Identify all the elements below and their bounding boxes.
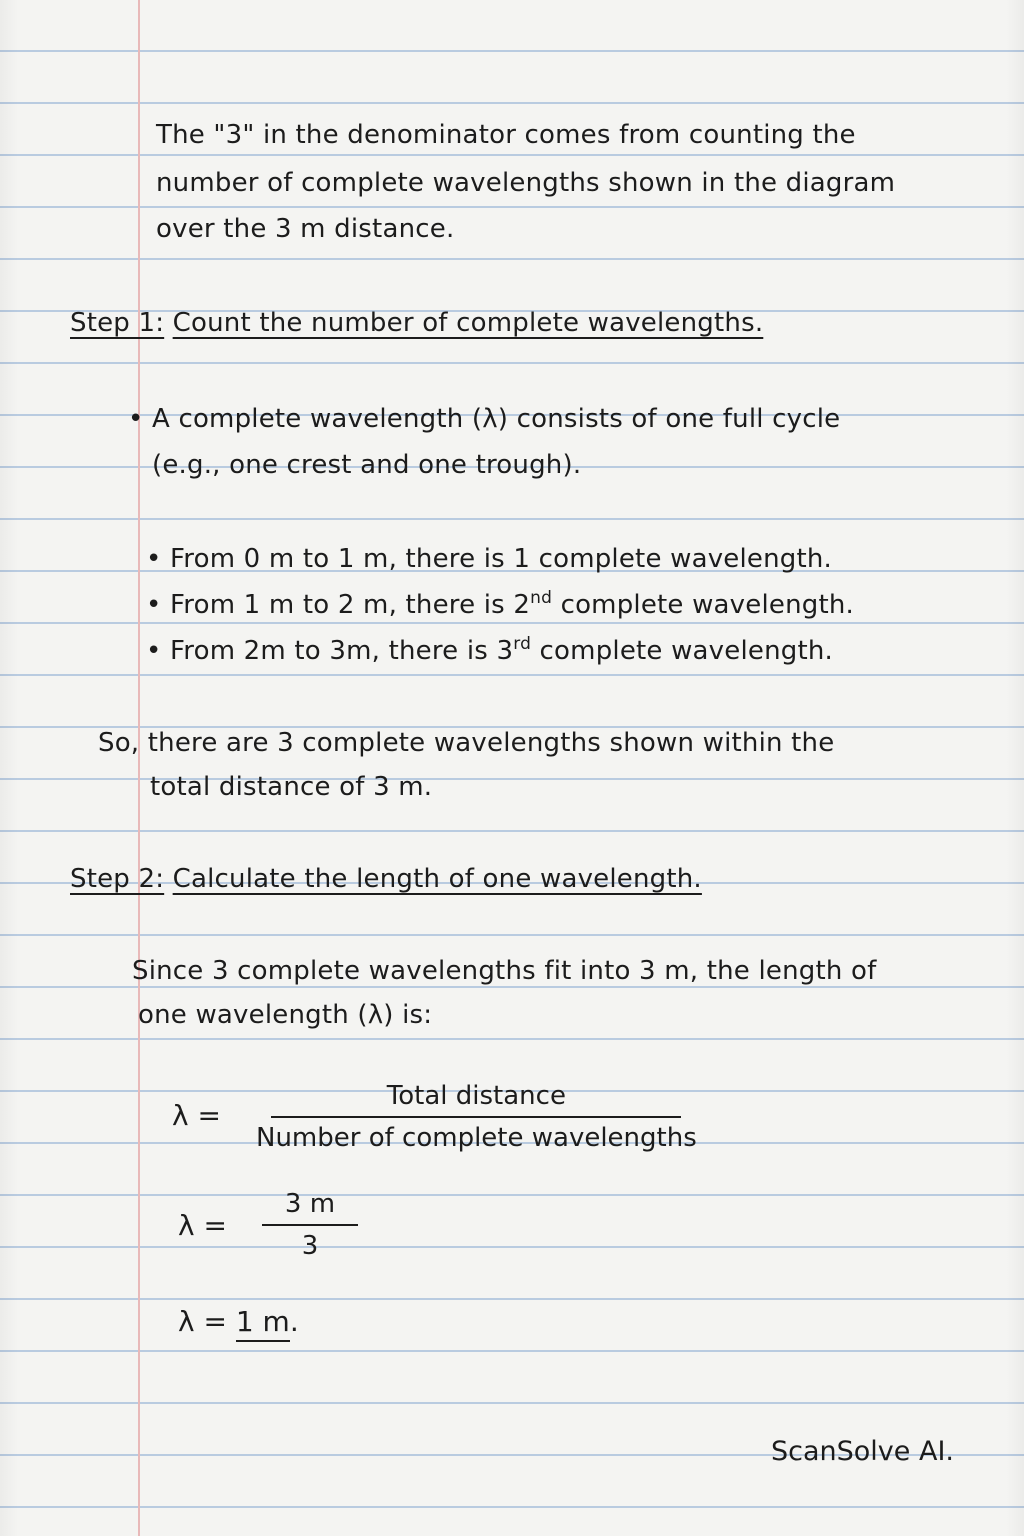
list-item: • From 2m to 3m, there is 3rd complete wavelength.: [146, 628, 833, 674]
bullet-icon: •: [128, 404, 144, 434]
list-item: • From 1 m to 2 m, there is 2nd complete wavelength.: [146, 582, 854, 628]
intro-line-1: The "3" in the denominator comes from counting the: [156, 120, 856, 150]
step2-label: Step 2:: [70, 864, 165, 894]
intro-line-2: number of complete wavelengths shown in the diagram: [156, 168, 896, 198]
step1-bullet-line-1: • A complete wavelength (λ) consists of one full cycle: [128, 396, 840, 442]
summary-line-2: total distance of 3 m.: [150, 772, 433, 802]
step2-heading: Calculate the length of one wavelength.: [172, 864, 702, 894]
equation-1-denominator: Number of complete wavelengths: [256, 1123, 697, 1153]
equation-2-fraction: [262, 1184, 358, 1266]
intro-line-3: over the 3 m distance.: [156, 214, 455, 244]
step2-title: [70, 856, 702, 902]
equation-3-answer: 1 m: [236, 1305, 290, 1342]
summary-line-1: So, there are 3 complete wavelengths shown within the: [98, 728, 835, 758]
equation-2-lhs: λ =: [178, 1209, 227, 1242]
equation-1-numerator: Total distance: [386, 1081, 566, 1111]
equation-1-fraction: [256, 1076, 697, 1158]
step1-bullet-line-2: (e.g., one crest and one trough).: [152, 450, 582, 480]
equation-2-numerator: 3 m: [284, 1189, 336, 1219]
equation-2-denominator: 3: [301, 1231, 319, 1261]
equation-3-lhs: λ =: [178, 1305, 227, 1338]
signature: ScanSolve AI.: [771, 1436, 954, 1467]
step1-heading: Count the number of complete wavelengths.: [172, 308, 764, 338]
step1-title: [70, 300, 763, 346]
equation-3-period: .: [289, 1305, 299, 1338]
margin-line: [138, 0, 140, 1536]
bullet-icon: •: [146, 590, 162, 620]
bullet-icon: •: [146, 636, 162, 666]
bullet-icon: •: [146, 544, 162, 574]
step1-label: Step 1:: [70, 308, 165, 338]
list-item: • From 0 m to 1 m, there is 1 complete wavelength.: [146, 536, 832, 582]
step2-text-line-2: one wavelength (λ) is:: [138, 1000, 433, 1030]
equation-1-lhs: λ =: [172, 1099, 221, 1132]
equation-3: [178, 1302, 299, 1342]
step2-text-line-1: Since 3 complete wavelengths fit into 3 m, the length of: [132, 956, 877, 986]
